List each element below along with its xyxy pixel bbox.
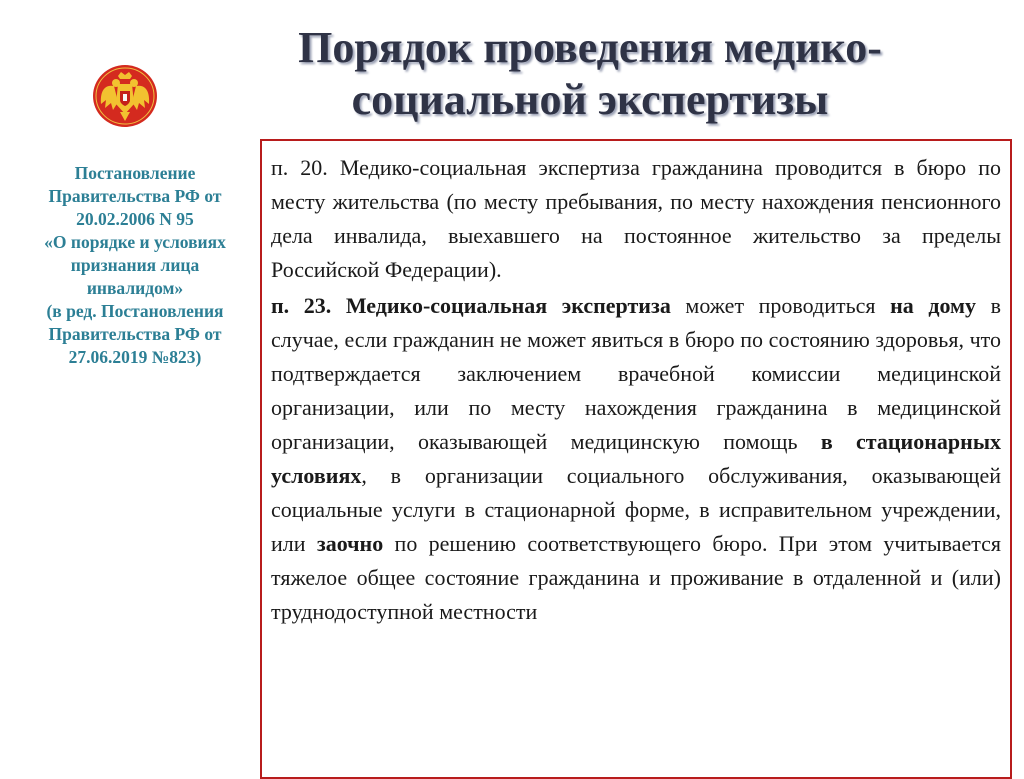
emphasis-remote: заочно xyxy=(316,531,384,556)
paragraph-23-text: по решению соответствующего бюро. При этом учитывается тяжелое общее состояние гражданина и проживание в отдаленной и (или) труднодоступной местности xyxy=(271,531,1001,624)
title-line-2: социальной экспертизы xyxy=(351,75,829,124)
paragraph-20-text: Медико-социальная экспертиза гражданина проводится в бюро по месту жительства (по месту пребывания, по месту нахождения пенсионного дела инвалида, выехавшего на постоянное жительство за пределы Российской Федерации). xyxy=(271,155,1001,282)
title-line-1: Порядок проведения медико- xyxy=(298,23,882,72)
paragraph-23-text: , в организации социального обслуживания, оказывающей социальные услуги в стационарной форме, в исправительном учреждении, или xyxy=(271,463,1001,556)
decree-line: Правительства РФ от xyxy=(48,186,222,206)
decree-line: инвалидом» xyxy=(86,278,184,298)
decree-line: признания лица xyxy=(70,255,200,275)
paragraph-23-text: в случае, если гражданин не может явиться в бюро по состоянию здоровья, что подтверждается заключением врачебной комиссии медицинской организации, или по месту нахождения гражданина в медицинской организации, оказывающей медицинскую помощь xyxy=(271,293,1001,454)
decree-line: (в ред. Постановления xyxy=(46,301,224,321)
content-box xyxy=(260,139,1012,779)
russian-coat-of-arms-icon xyxy=(92,64,158,128)
page-title xyxy=(250,22,930,126)
decree-line: Правительства РФ от xyxy=(48,324,222,344)
emphasis-inpatient: в стационарных условиях xyxy=(271,429,1001,488)
decree-line: 27.06.2019 №823) xyxy=(68,347,202,367)
paragraph-23-label: п. 23. Медико-социальная экспертиза xyxy=(271,293,671,318)
decree-line: «О порядке и условиях xyxy=(44,232,226,252)
emphasis-home: на дому xyxy=(890,293,977,318)
decree-line: 20.02.2006 N 95 xyxy=(76,209,194,229)
paragraph-20 xyxy=(271,151,1001,287)
paragraph-20-label: п. 20. xyxy=(271,155,328,180)
decree-line: Постановление xyxy=(74,163,196,183)
paragraph-23 xyxy=(271,289,1001,629)
paragraph-23-text: может проводиться xyxy=(670,293,891,318)
decree-reference xyxy=(8,162,262,369)
